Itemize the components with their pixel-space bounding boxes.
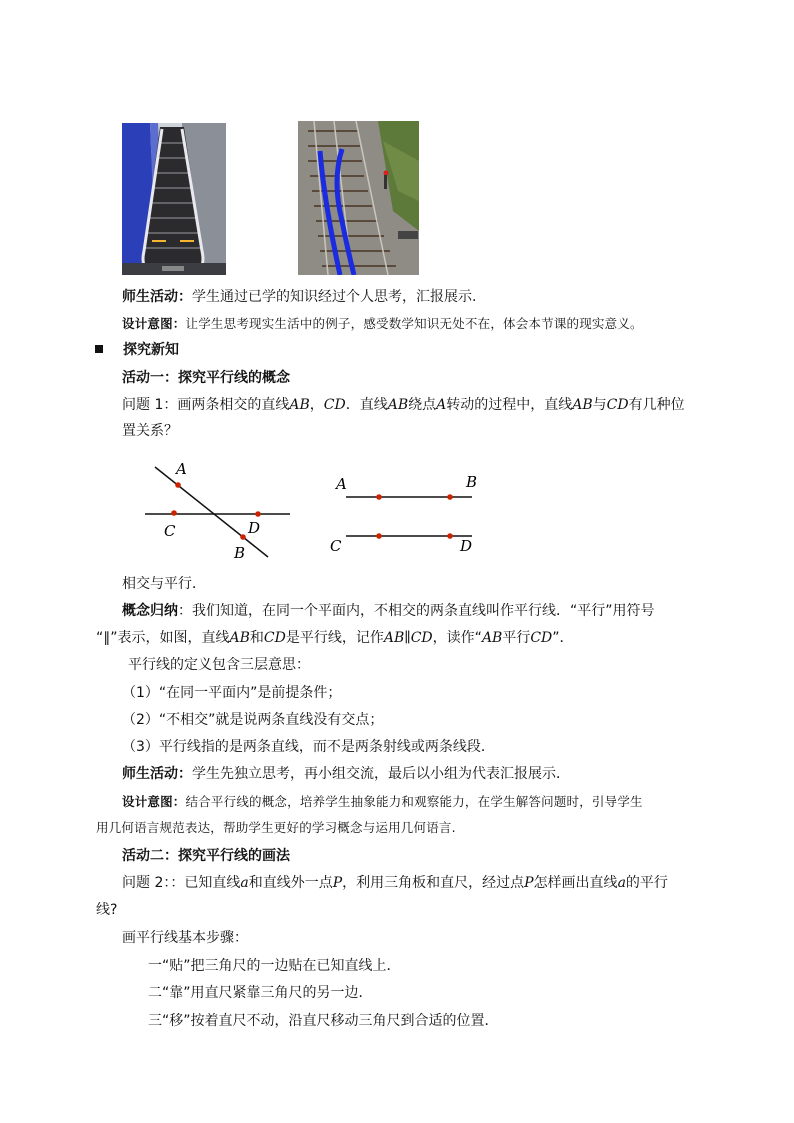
answer1: 相交与平行． — [122, 576, 206, 592]
concept-text-2f: ”． — [552, 630, 574, 646]
point-c-parallel — [376, 533, 382, 539]
q2-var-p: P — [332, 875, 343, 891]
intersecting-lines-figure — [145, 460, 290, 562]
q1-text-a: 问题 1：画两条相交的直线 — [122, 397, 290, 413]
design-intent-text: 让学生思考现实生活中的例子，感受数学知识无处不在，体会本节课的现实意义。 — [185, 316, 643, 331]
label-right-b: B — [466, 473, 478, 491]
concept-label: 概念归纳 — [122, 603, 178, 619]
point-c — [171, 510, 177, 516]
activity1-title: 活动一：探究平行线的概念 — [122, 370, 290, 386]
concept-var-cd: CD — [263, 630, 286, 646]
design-intent-1 — [122, 314, 643, 334]
point-b-parallel — [447, 494, 453, 500]
q2-var-p-2: P — [524, 875, 534, 891]
concept-notation: AB∥CD — [383, 630, 433, 646]
definition-intro: 平行线的定义包含三层意思： — [128, 657, 310, 673]
question2-line2: 线? — [96, 902, 118, 918]
activity-label-2: 师生活动： — [122, 766, 192, 782]
question1-line1 — [122, 395, 685, 415]
square-bullet-icon — [95, 345, 103, 353]
q2-text-e: 的平行 — [625, 875, 668, 891]
q2-text-b: 和直线外一点 — [248, 875, 333, 891]
concept-line2 — [96, 628, 574, 648]
label-left-d: D — [248, 519, 261, 537]
step-2: 二“靠”用直尺紧靠三角尺的另一边． — [148, 985, 373, 1001]
point-a-parallel — [376, 494, 382, 500]
lines-diagram — [130, 455, 490, 565]
q2-text-d: 怎样画出直线 — [533, 875, 618, 891]
q1-var-cd-2: CD — [606, 397, 629, 413]
escalator-illustration — [122, 123, 226, 275]
q1-text-f: 有几种位 — [628, 397, 685, 413]
q2-text-c: ，利用三角板和直尺，经过点 — [342, 875, 525, 891]
design-intent-2-line1 — [122, 792, 643, 812]
concept-text-1: ：我们知道，在同一个平面内，不相交的两条直线叫作平行线．“平行”用符号 — [178, 603, 655, 619]
question2-line1 — [122, 873, 668, 893]
q1-text-d: 转动的过程中，直线 — [446, 397, 573, 413]
q2-var-a: a — [240, 875, 249, 891]
step-1: 一“贴”把三角尺的一边贴在已知直线上． — [148, 958, 401, 974]
activity-text: 学生通过已学的知识经过个人思考，汇报展示. — [192, 289, 477, 305]
definition-item-2: （2）“不相交”就是说两条直线没有交点； — [122, 712, 384, 728]
q2-var-a-2: a — [617, 875, 626, 891]
section-heading-explore — [95, 340, 179, 360]
escalator-photo — [122, 123, 226, 275]
label-right-a: A — [336, 475, 347, 493]
label-left-c: C — [164, 522, 176, 540]
design-intent-text-2a: 结合平行线的概念，培养学生抽象能力和观察能力，在学生解答问题时，引导学生 — [185, 794, 643, 809]
q1-text-c: 绕点 — [408, 397, 437, 413]
design-intent-label: 设计意图： — [122, 316, 186, 331]
railway-illustration — [298, 121, 419, 275]
step-3: 三“移”按着直尺不动，沿直尺移动三角尺到合适的位置． — [148, 1013, 499, 1029]
concept-text-2b: 和 — [249, 630, 264, 646]
q1-comma: ， — [309, 397, 324, 413]
concept-read-cd: CD — [530, 630, 553, 646]
activity-label: 师生活动： — [122, 289, 192, 305]
teacher-student-activity-1 — [122, 287, 476, 307]
activity-text-2: 学生先独立思考，再小组交流，最后以小组为代表汇报展示． — [192, 766, 570, 782]
q1-var-cd: CD — [323, 397, 346, 413]
concept-text-2e: 平行 — [502, 630, 531, 646]
concept-read-ab: AB — [481, 630, 503, 646]
q1-text-e: 与 — [592, 397, 607, 413]
point-b — [240, 534, 246, 540]
q1-var-ab-3: AB — [572, 397, 593, 413]
q1-var-a: A — [436, 397, 447, 413]
teacher-student-activity-2 — [122, 764, 570, 784]
point-a — [175, 482, 181, 488]
railway-photo — [298, 121, 419, 275]
label-right-d: D — [460, 537, 473, 555]
parallel-lines-figure — [330, 473, 477, 555]
label-left-b: B — [234, 544, 246, 562]
concept-line1 — [122, 601, 655, 621]
definition-item-3: （3）平行线指的是两条直线，而不是两条射线或两条线段． — [122, 739, 495, 755]
q1-var-ab: AB — [289, 397, 310, 413]
activity2-title: 活动二：探究平行线的画法 — [122, 848, 290, 864]
design-intent-2-line2: 用几何语言规范表达，帮助学生更好的学习概念与运用几何语言. — [96, 820, 456, 835]
q1-text-b: ．直线 — [345, 397, 388, 413]
label-right-c: C — [330, 537, 342, 555]
design-intent-label-2: 设计意图： — [122, 794, 186, 809]
concept-text-2a: “∥”表示，如图，直线 — [96, 630, 230, 646]
steps-intro: 画平行线基本步骤： — [122, 930, 248, 946]
label-left-a: A — [176, 460, 187, 478]
q2-text-a: 问题 2：：已知直线 — [122, 875, 241, 891]
definition-item-1: （1）“在同一平面内”是前提条件； — [122, 685, 342, 701]
concept-text-2c: 是平行线，记作 — [285, 630, 384, 646]
q1-var-ab-2: AB — [387, 397, 409, 413]
section-heading-text: 探究新知 — [123, 342, 179, 358]
question1-line2: 置关系？ — [122, 423, 178, 439]
point-d-parallel — [447, 533, 453, 539]
point-d — [255, 511, 261, 517]
concept-var-ab: AB — [229, 630, 250, 646]
concept-text-2d: ，读作“ — [432, 630, 482, 646]
